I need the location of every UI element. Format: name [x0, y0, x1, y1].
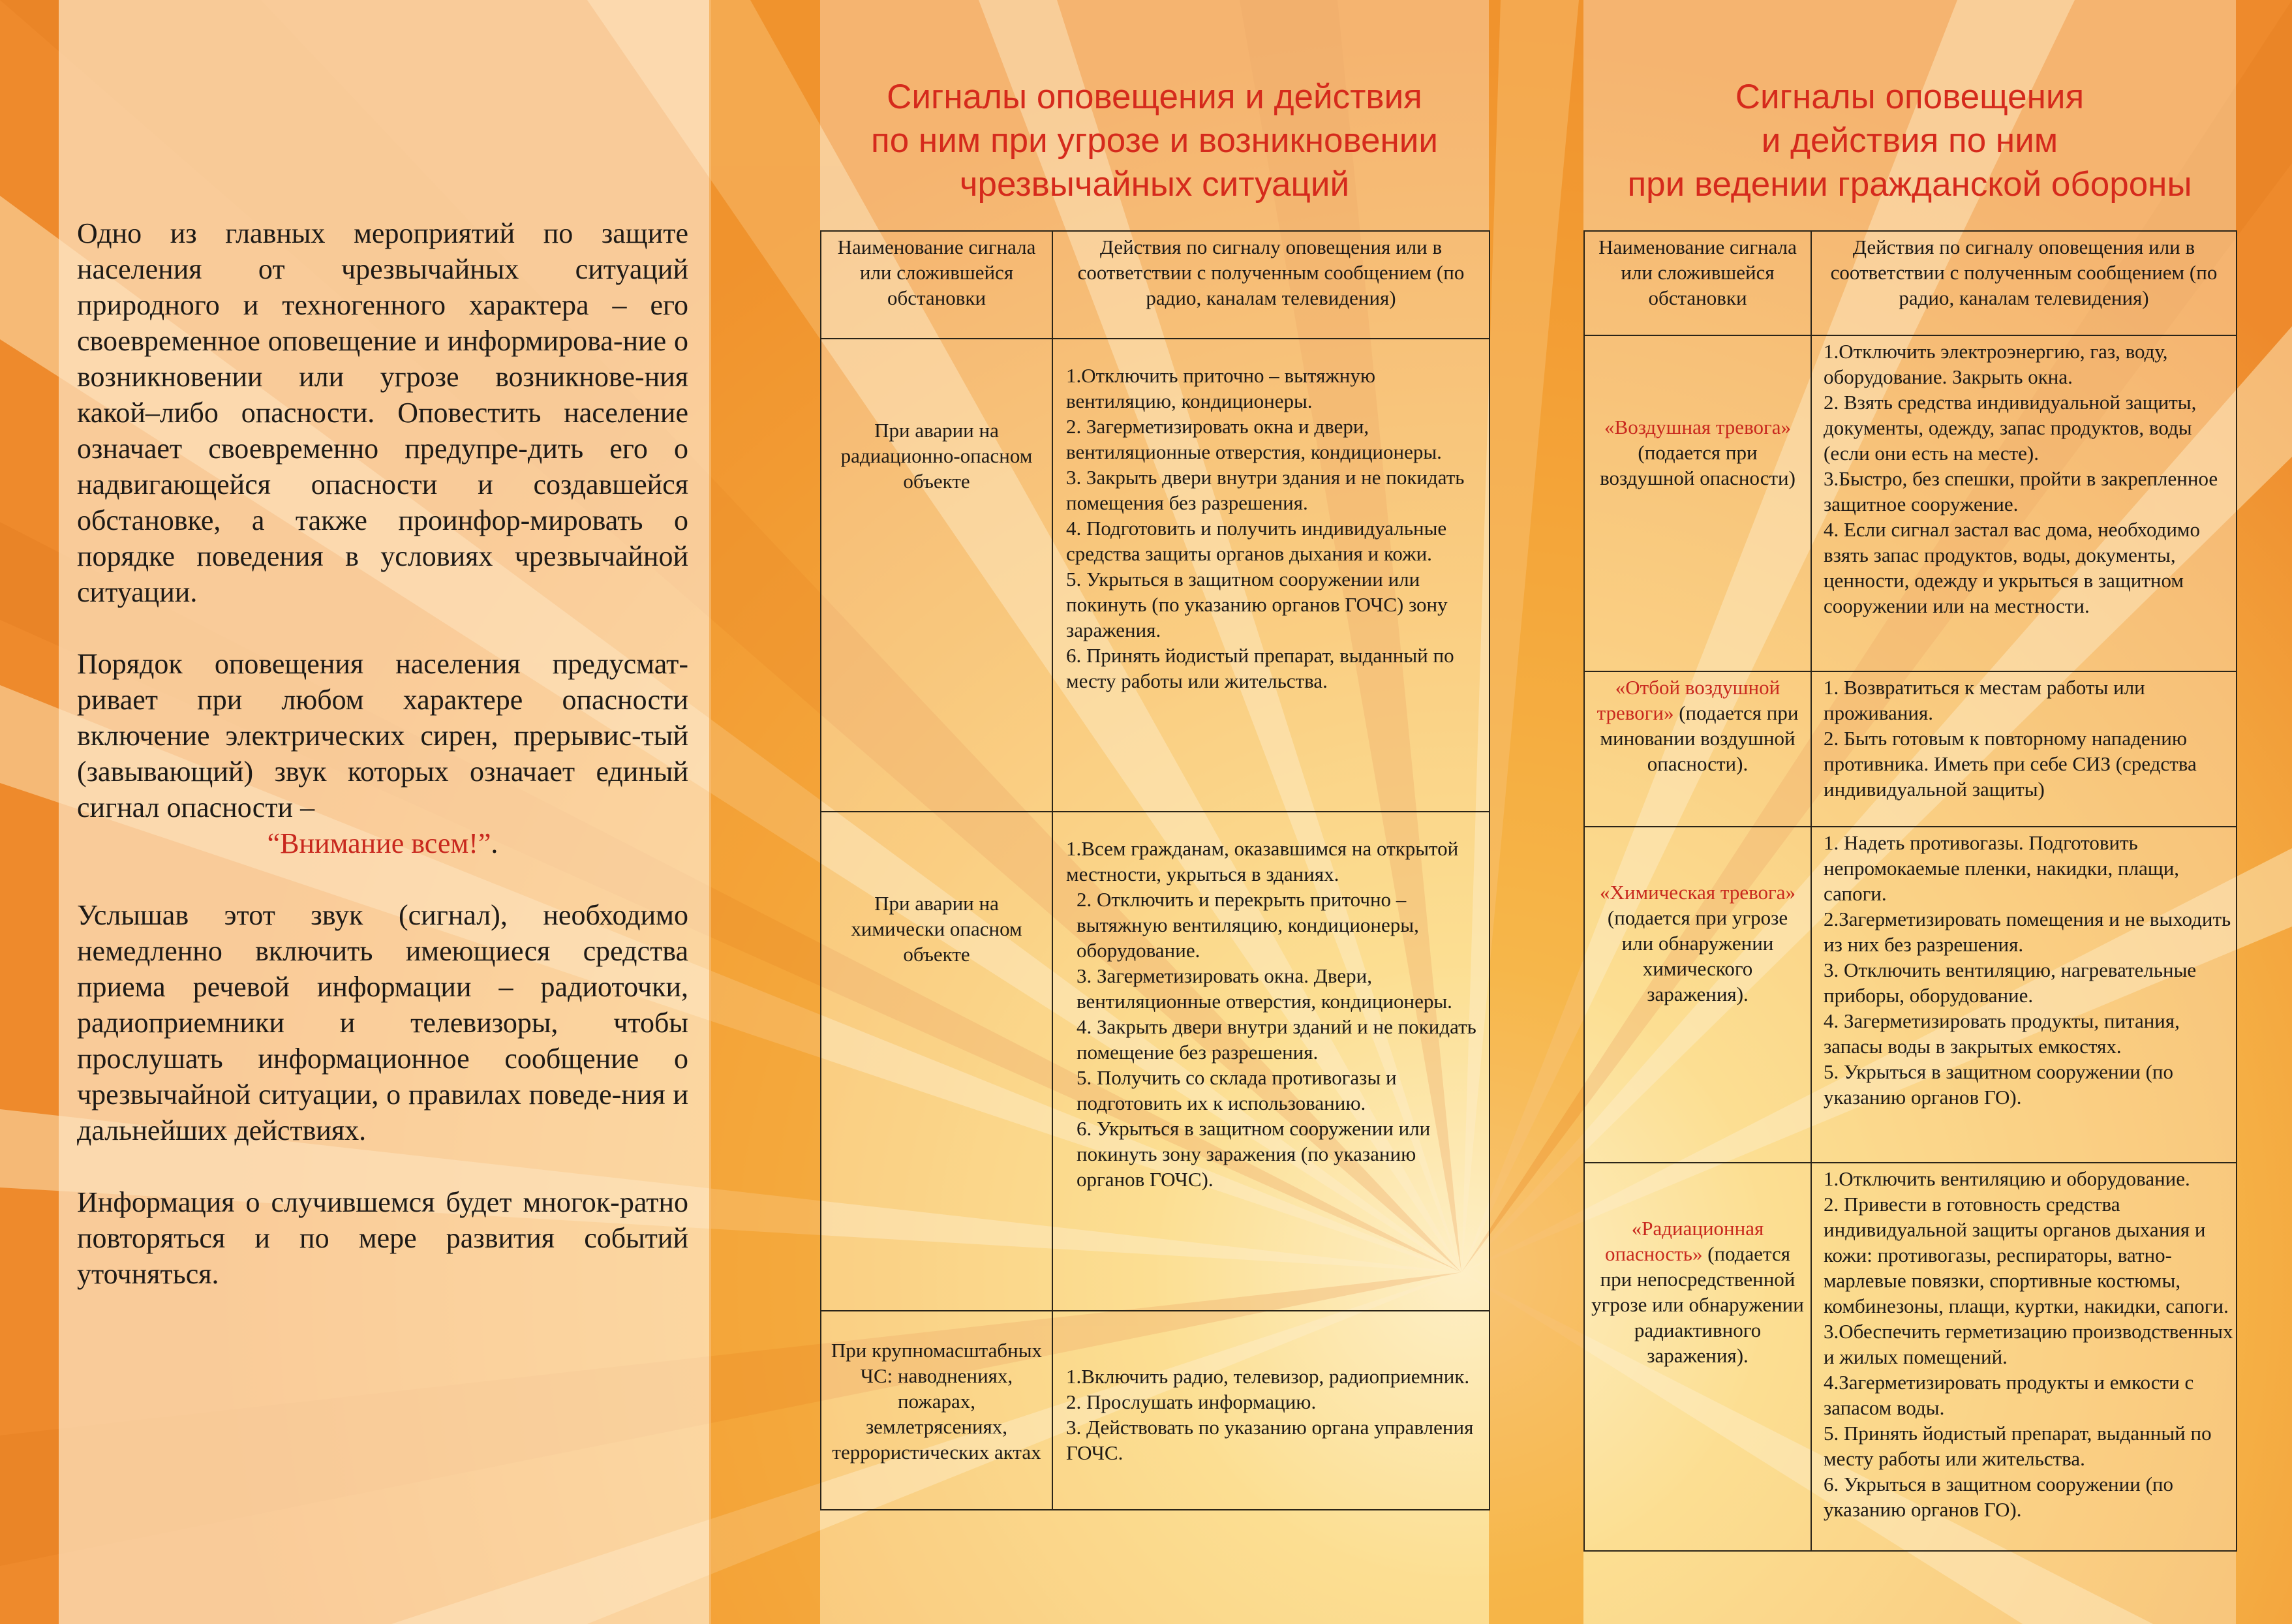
- action-item: 5. Принять йодистый препарат, выданный по месту работы или жительства.: [1824, 1422, 2212, 1470]
- actions-cell: [1811, 1163, 2237, 1551]
- action-item: 1. Надеть противогазы. Подготовить непромокаемые пленки, накидки, плащи, сапоги.: [1824, 831, 2180, 905]
- action-item: 4. Закрыть двери внутри зданий и не покидать помещение без разрешения.: [1077, 1015, 1476, 1064]
- title-line: чрезвычайных ситуаций: [959, 165, 1350, 204]
- actions-cell: [1811, 671, 2237, 827]
- header-actions: Действия по сигналу оповещения или в соответствии с полученным сообщением (по радио, каналам телевидения): [1811, 231, 2237, 335]
- action-item: 1. Возвратиться к местам работы или проживания.: [1824, 676, 2145, 724]
- action-item: 5. Получить со склада противогазы и подготовить их к использованию.: [1077, 1066, 1397, 1114]
- action-item: 5. Укрыться в защитном сооружении или покинуть (по указанию органов ГОЧС) зону заражения.: [1066, 568, 1448, 641]
- action-item: 1.Отключить вентиляцию и оборудование.: [1824, 1167, 2190, 1190]
- title-line: при ведении гражданской обороны: [1627, 165, 2192, 204]
- actions-cell: [1052, 1311, 1490, 1510]
- attention-callout: [77, 825, 688, 861]
- table-row: [1584, 827, 2237, 1163]
- action-item: 1.Отключить электроэнергию, газ, воду, оборудование. Закрыть окна.: [1824, 340, 2168, 388]
- table-row: [1584, 671, 2237, 827]
- action-item: 3.Быстро, без спешки, пройти в закрепленное защитное сооружение.: [1824, 467, 2218, 515]
- civil-defense-title: [1583, 75, 2236, 206]
- action-item: 2. Привести в готовность средства индивидуальной защиты органов дыхания и кожи: противогазы, респираторы, ватно-марлевые повязки, спортивные костюмы, комбинезоны, плащи, куртки, накидки, сапоги.: [1824, 1193, 2229, 1317]
- action-item: 3. Действовать по указанию органа управления ГОЧС.: [1066, 1416, 1474, 1464]
- action-item: 4. Загерметизировать продукты, питания, запасы воды в закрытых емкостях.: [1824, 1009, 2180, 1058]
- attention-callout-end: .: [491, 827, 498, 859]
- civil-defense-table: [1583, 230, 2237, 1552]
- intro-paragraph-4: Информация о случившемся будет многок-ратно повторяться и по мере развития событий уточняться.: [77, 1186, 688, 1290]
- intro-text: [77, 215, 688, 1328]
- action-item: 1.Отключить приточно – вытяжную вентиляцию, кондиционеры.: [1066, 364, 1376, 412]
- signal-note: (подается при угрозе или обнаружении химического заражения).: [1607, 906, 1788, 1005]
- signal-name-cell: [1584, 335, 1811, 671]
- table-row: [1584, 335, 2237, 671]
- signal-name: «Отбой воздушной тревоги»: [1597, 676, 1780, 724]
- table-row: [821, 1311, 1490, 1510]
- action-item: 1.Включить радио, телевизор, радиоприемник.: [1066, 1365, 1470, 1388]
- signal-name: «Радиационная опасность»: [1605, 1217, 1764, 1265]
- emergency-signals-panel: [820, 0, 1489, 1624]
- signal-name-cell: [1584, 671, 1811, 827]
- title-line: Сигналы оповещения и действия: [887, 78, 1422, 116]
- action-item: 1.Всем гражданам, оказавшимся на открытой местности, укрыться в зданиях.: [1066, 837, 1459, 885]
- title-line: Сигналы оповещения: [1735, 78, 2085, 116]
- actions-cell: [1052, 812, 1490, 1311]
- intro-paragraph-1: Одно из главных мероприятий по защите населения от чрезвычайных ситуаций природного и техногенного характера – его своевременное оповещение и информирова-ние о возникновении или угрозе возникнове-ния какой–либо опасности. Оповестить население означает своевременно предупре-дить его о надвигающейся опасности и создавшейся обстановке, а также проинфор-мировать о порядке поведения в условиях чрезвычайной ситуации.: [77, 217, 688, 608]
- title-line: по ним при угрозе и возникновении: [871, 121, 1438, 160]
- signal-name: «Воздушная тревога»: [1604, 416, 1791, 438]
- action-item: 4. Если сигнал застал вас дома, необходимо взять запас продуктов, воды, документы, ценности, одежду и укрыться в защитном сооружении или на местности.: [1824, 518, 2201, 617]
- action-item: 3.Обеспечить герметизацию производственных и жилых помещений.: [1824, 1320, 2233, 1368]
- attention-signal-text: “Внимание всем!”: [267, 827, 491, 859]
- action-item: 2. Прослушать информацию.: [1066, 1390, 1317, 1413]
- action-item: 5. Укрыться в защитном сооружении (по указанию органов ГО).: [1824, 1060, 2173, 1109]
- action-item: 3. Загерметизировать окна. Двери, вентиляционные отверстия, кондиционеры.: [1077, 964, 1452, 1013]
- action-item: 6. Принять йодистый препарат, выданный по месту работы или жительства.: [1066, 644, 1454, 692]
- header-signal-name: Наименование сигнала или сложившейся обстановки: [821, 231, 1052, 339]
- signal-name-cell: При аварии на радиационно-опасном объекте: [821, 339, 1052, 812]
- intro-panel: [59, 0, 711, 1624]
- table-row: [821, 812, 1490, 1311]
- action-item: 4. Подготовить и получить индивидуальные средства защиты органов дыхания и кожи.: [1066, 517, 1447, 565]
- signal-note: (подается при миновании воздушной опасности).: [1600, 701, 1799, 775]
- signal-name: «Химическая тревога»: [1599, 881, 1795, 904]
- intro-paragraph-2-text: Порядок оповещения населения предусмат-ривает при любом характере опасности включение электрических сирен, прерывис-тый (завывающий) звук которых означает единый сигнал опасности –: [77, 648, 688, 823]
- action-item: 2.Загерметизировать помещения и не выходить из них без разрешения.: [1824, 908, 2231, 956]
- action-item: 2. Взять средства индивидуальной защиты, документы, одежду, запас продуктов, воды (если они есть на месте).: [1824, 391, 2197, 465]
- signal-name-cell: При аварии на химически опасном объекте: [821, 812, 1052, 1311]
- action-item: 2. Быть готовым к повторному нападению противника. Иметь при себе СИЗ (средства индивидуальной защиты): [1824, 727, 2197, 801]
- action-item: 3. Закрыть двери внутри здания и не покидать помещения без разрешения.: [1066, 466, 1465, 514]
- intro-paragraph-3: Услышав этот звук (сигнал), необходимо немедленно включить имеющиеся средства приема речевой информации – радиоточки, радиоприемники и телевизоры, чтобы прослушать информационное сообщение о чрезвычайной ситуации, о правилах поведе-ния и дальнейших действиях.: [77, 899, 688, 1146]
- actions-cell: [1052, 339, 1490, 812]
- table-row: [821, 339, 1490, 812]
- actions-cell: [1811, 335, 2237, 671]
- table-header-row: [1584, 231, 2237, 335]
- action-item: 2. Загерметизировать окна и двери, вентиляционные отверстия, кондиционеры.: [1066, 415, 1442, 463]
- table-header-row: [821, 231, 1490, 339]
- action-item: 3. Отключить вентиляцию, нагревательные приборы, оборудование.: [1824, 958, 2197, 1007]
- signal-name-cell: [1584, 1163, 1811, 1551]
- civil-defense-panel: [1583, 0, 2236, 1624]
- action-item: 2. Отключить и перекрыть приточно – вытяжную вентиляцию, кондиционеры, оборудование.: [1077, 888, 1419, 962]
- emergency-signals-table: [820, 230, 1490, 1510]
- signal-name-cell: [1584, 827, 1811, 1163]
- intro-paragraph-2: [77, 646, 688, 861]
- signal-name-cell: При крупномасштабных ЧС: наводнениях, пожарах, землетрясениях, террористических актах: [821, 1311, 1052, 1510]
- signal-note: (подается при воздушной опасности): [1600, 441, 1795, 489]
- table-row: [1584, 1163, 2237, 1551]
- signal-note: (подается при непосредственной угрозе или обнаружении радиактивного заражения).: [1591, 1242, 1804, 1367]
- title-line: и действия по ним: [1761, 121, 2058, 160]
- action-item: 6. Укрыться в защитном сооружении или покинуть зону заражения (по указанию органов ГОЧС).: [1077, 1117, 1431, 1191]
- emergency-signals-title: [820, 75, 1489, 206]
- action-item: 4.Загерметизировать продукты и емкости с запасом воды.: [1824, 1371, 2194, 1419]
- action-item: 6. Укрыться в защитном сооружении (по указанию органов ГО).: [1824, 1473, 2173, 1521]
- header-signal-name: Наименование сигнала или сложившейся обстановки: [1584, 231, 1811, 335]
- actions-cell: [1811, 827, 2237, 1163]
- header-actions: Действия по сигналу оповещения или в соответствии с полученным сообщением (по радио, каналам телевидения): [1052, 231, 1490, 339]
